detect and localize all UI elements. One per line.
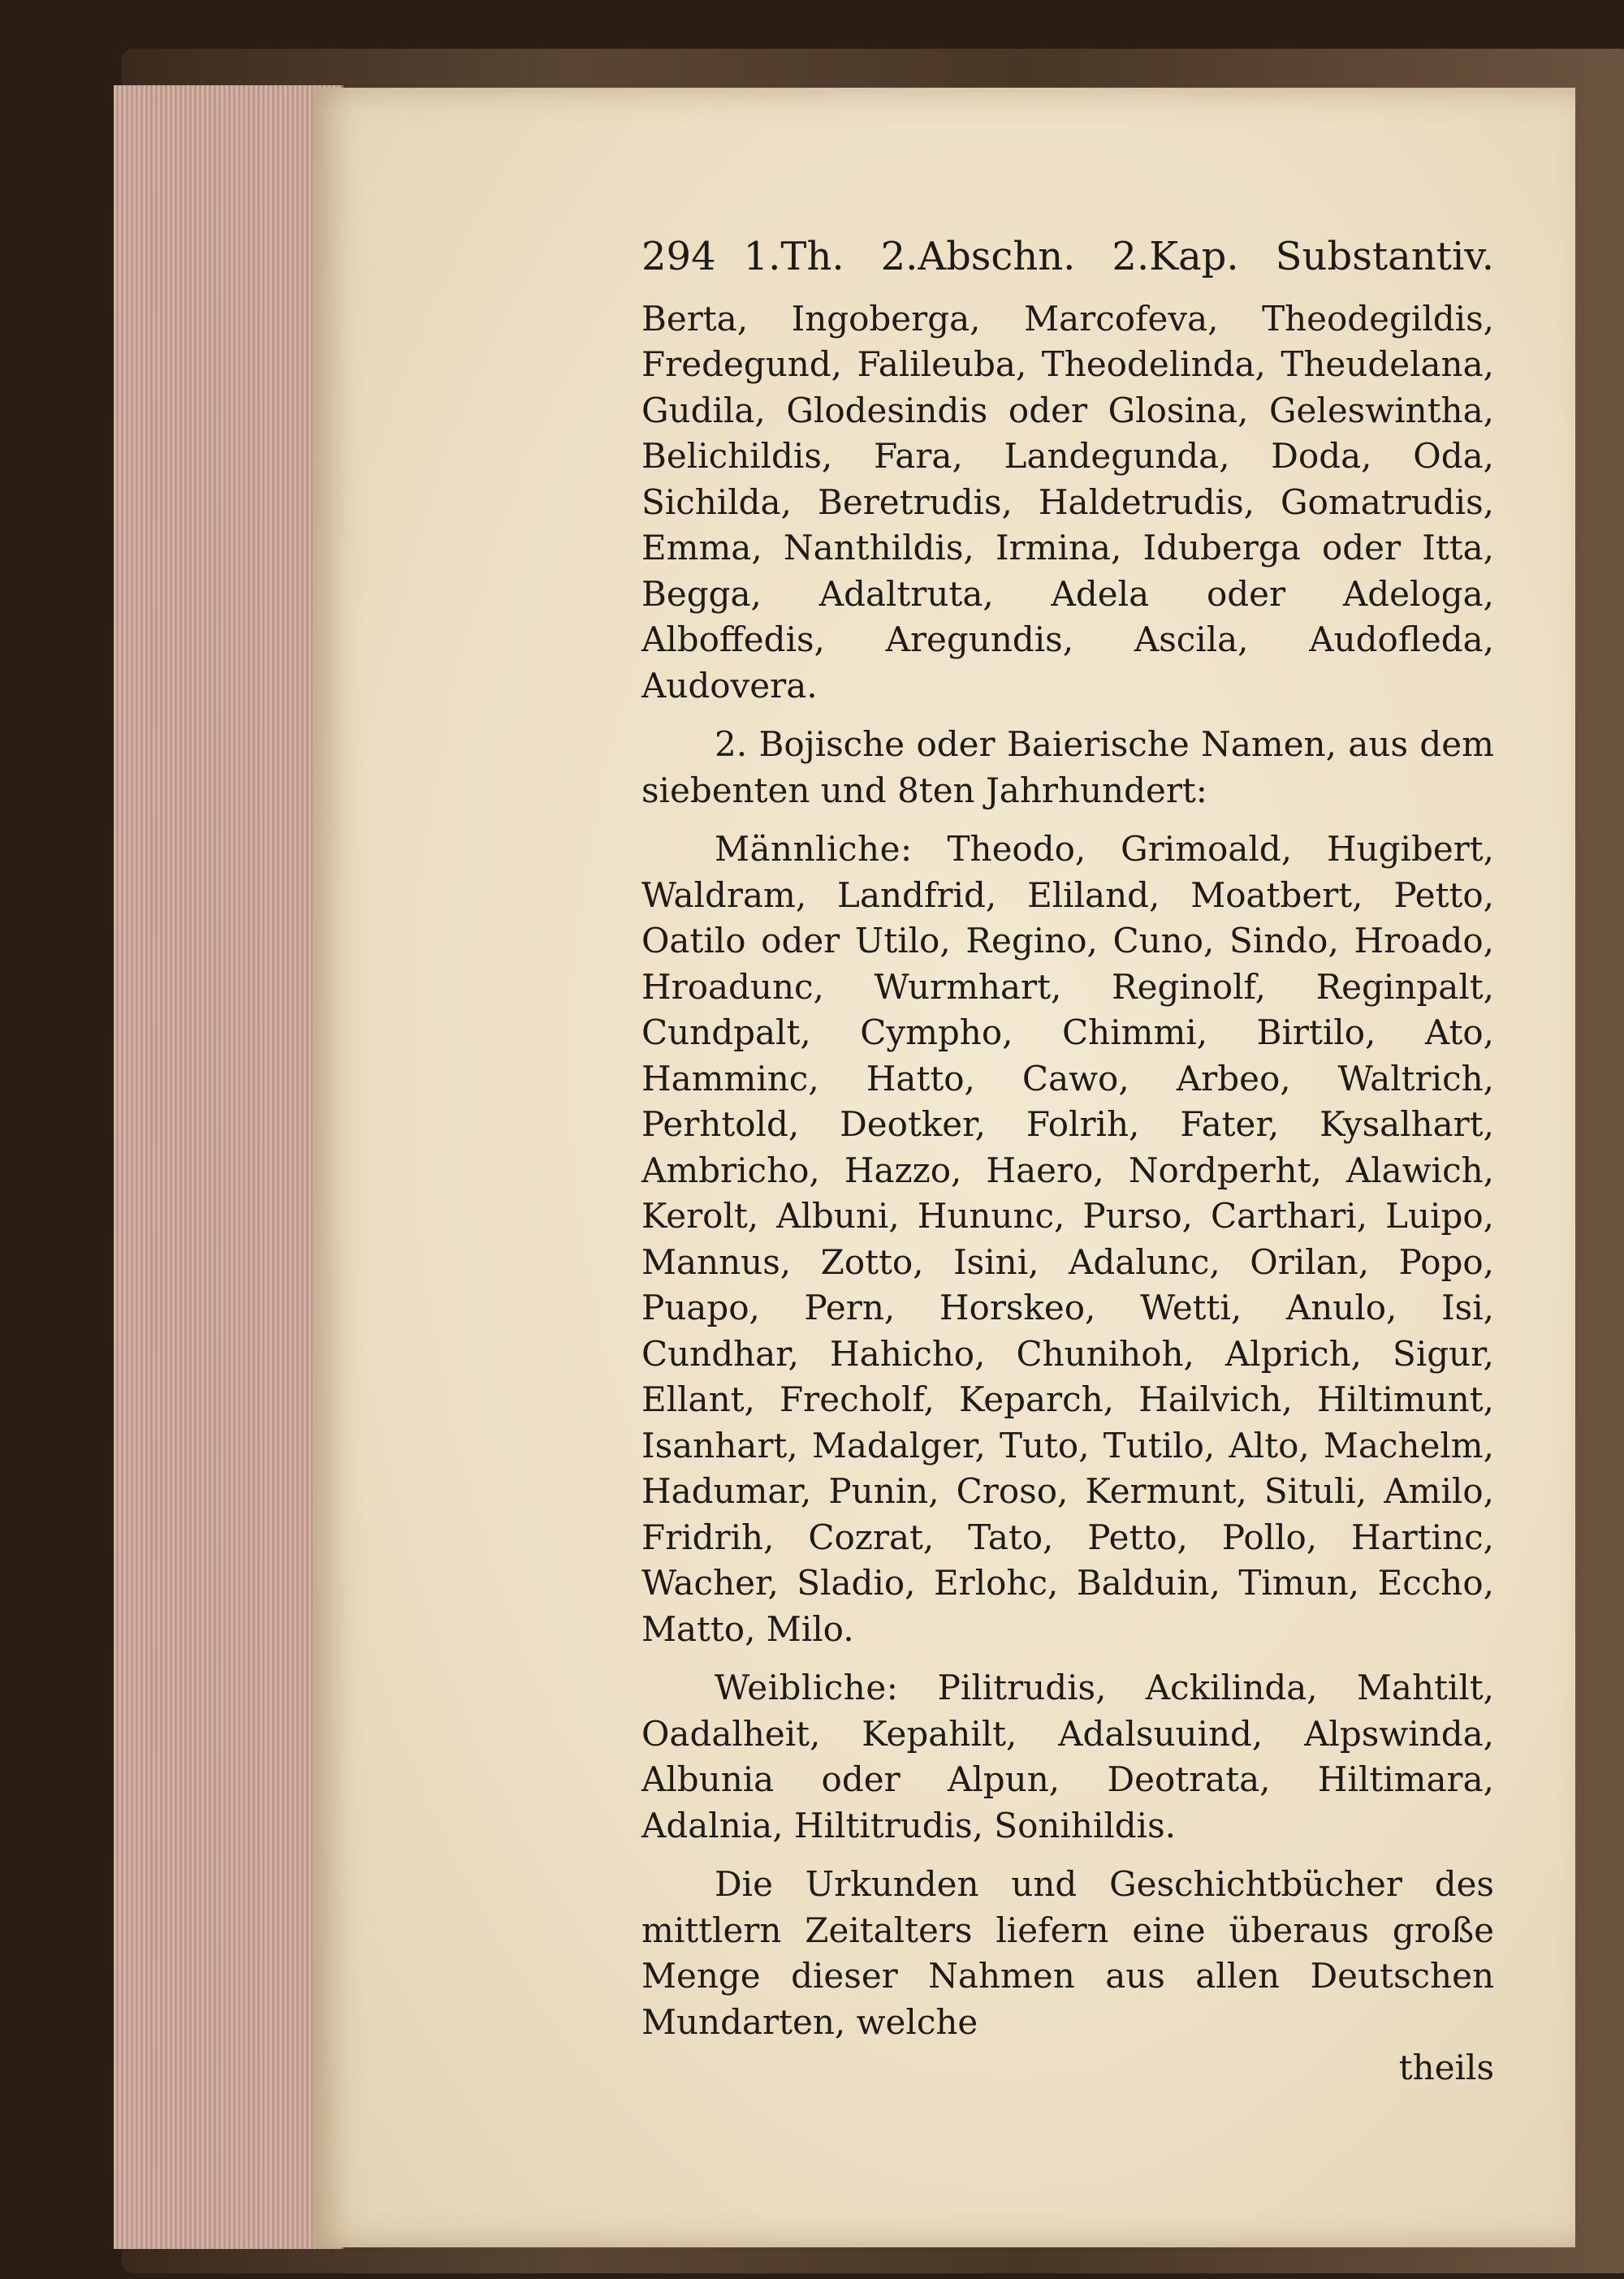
running-part: 1.Th. xyxy=(743,234,844,279)
page-edges xyxy=(114,85,343,2249)
page-number: 294 xyxy=(641,234,716,279)
running-chapter: 2.Kap. xyxy=(1112,234,1239,279)
female-label: Weibliche: xyxy=(715,1668,899,1707)
closing-paragraph: Die Urkunden und Geschichtbücher des mittlern Zeitalters liefern eine überaus große Menge dieser Nahmen aus allen Deutschen Mundarten, welche xyxy=(641,1864,1494,2042)
male-names: Theodo, Grimoald, Hugibert, Waldram, Landfrid, Eliland, Moatbert, Petto, Oatilo oder Utilo, Regino, Cuno, Sindo, Hroado, Hroadunc, Wurmhart, Reginolf, Reginpalt, Cundpalt, Cympho, Chimmi, Birtilo, Ato, Hamminc, Hatto, Cawo, Arbeo, Waltrich, Perhtold, Deotker, Folrih, Fater, Kysalhart, Ambricho, Hazzo, Haero, Nordperht, Alawich, Kerolt, Albuni, Hununc, Purso, Carthari, Luipo, Mannus, Zotto, Isini, Adalunc, Orilan, Popo, Puapo, Pern, Horskeo, Wetti, Anulo, Isi, Cundhar, Hahicho, Chunihoh, Alprich, Sigur, Ellant, Frecholf, Keparch, Hailvich, Hiltimunt, Isanhart, Madalger, Tuto, Tutilo, Alto, Machelm, Hadumar, Punin, Croso, Kermunt, Situli, Amilo, Fridrih, Cozrat, Tato, Petto, Pollo, Hartinc, Wacher, Sladio, Erlohc, Balduin, Timun, Eccho, Matto, Milo. xyxy=(641,829,1494,1649)
male-label: Männliche: xyxy=(715,829,913,869)
female-names-paragraph xyxy=(641,1665,1494,1849)
running-header xyxy=(641,234,1494,280)
section-heading: 2. Bojische oder Baierische Namen, aus dem siebenten und 8ten Jahrhundert: xyxy=(641,724,1494,810)
running-section: 2.Abschn. xyxy=(880,234,1076,279)
catchword: theils xyxy=(1398,2048,1494,2087)
running-subject: Substantiv. xyxy=(1275,234,1494,279)
female-names: Pilitrudis, Ackilinda, Mahtilt, Oadalheit, Kepahilt, Adalsuuind, Alpswinda, Albunia oder Alpun, Deotrata, Hiltimara, Adalnia, Hiltitrudis, Sonihildis. xyxy=(641,1668,1494,1845)
male-names-paragraph xyxy=(641,827,1494,1652)
running-title xyxy=(744,234,1494,280)
frankish-names-paragraph: Berta, Ingoberga, Marcofeva, Theodegildis, Fredegund, Falileuba, Theodelinda, Theudelana, Gudila, Glodesindis oder Glosina, Geleswintha, Belichildis, Fara, Landegunda, Doda, Oda, Sichilda, Beretrudis, Haldetrudis, Gomatrudis, Emma, Nanthildis, Irmina, Iduberga oder Itta, Begga, Adaltruta, Adela oder Adeloga, Alboffedis, Aregundis, Ascila, Audofleda, Audovera. xyxy=(641,298,1494,706)
page-text xyxy=(641,234,1494,2091)
